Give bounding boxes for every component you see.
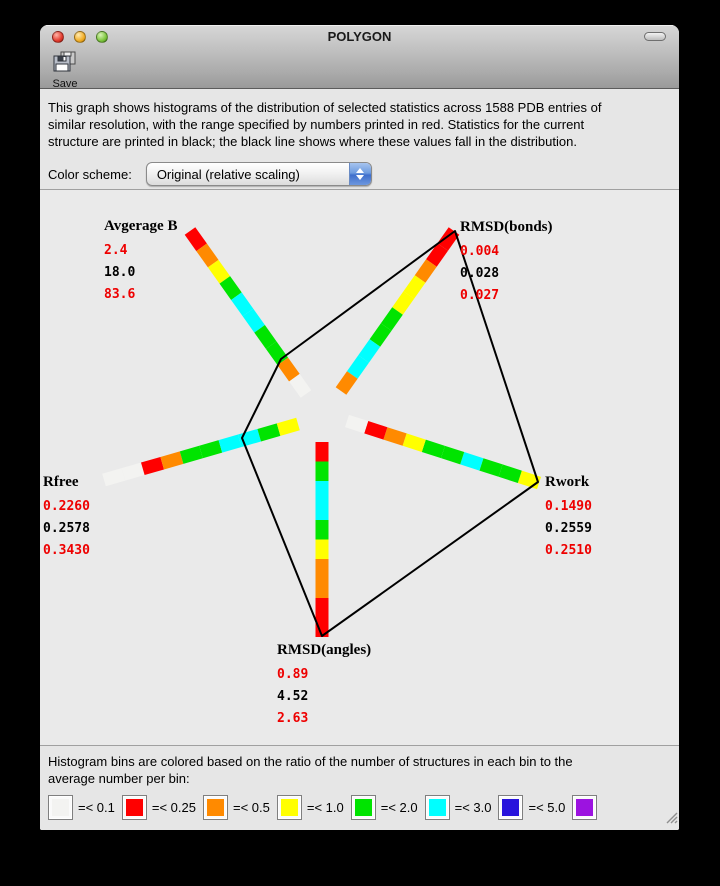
polygon-window	[40, 25, 679, 830]
histogram-segment	[294, 378, 306, 394]
legend-panel	[40, 745, 679, 830]
legend-text: Histogram bins are colored based on the ratio of the number of structures in each bin to the	[48, 754, 573, 769]
stat-name: Rwork	[545, 474, 590, 490]
histogram-segment	[201, 446, 220, 452]
stat-average-b	[104, 218, 177, 306]
window-chrome	[40, 25, 679, 89]
bin-swatch	[277, 795, 302, 820]
color-scheme-label: Color scheme:	[48, 166, 132, 182]
stat-min: 0.89	[277, 667, 309, 682]
bin-label: =< 0.25	[151, 800, 196, 815]
histogram-segment	[182, 452, 201, 458]
histogram-segment	[431, 247, 442, 263]
legend-bins-row	[48, 795, 671, 820]
stat-max: 0.2510	[545, 543, 592, 558]
histogram-segment	[202, 247, 214, 263]
bin-swatch	[498, 795, 523, 820]
color-scheme-selected-value: Original (relative scaling)	[156, 166, 300, 182]
histogram-segment	[190, 231, 202, 247]
bin-swatch	[48, 795, 73, 820]
stat-value: 4.52	[277, 689, 309, 704]
histogram-segment	[462, 458, 481, 464]
histogram-segment	[220, 441, 239, 447]
histogram-segment	[385, 433, 404, 439]
stat-max: 0.3430	[43, 543, 90, 558]
histogram-segment	[405, 440, 424, 446]
histogram-segment	[162, 458, 181, 464]
histogram-segment	[481, 464, 500, 470]
histogram-segment	[279, 424, 298, 430]
histogram-segment	[424, 446, 443, 452]
bin-swatch	[122, 795, 147, 820]
stat-min: 0.1490	[545, 499, 592, 514]
save-button[interactable]	[48, 51, 82, 90]
stat-min: 0.004	[460, 244, 500, 259]
histogram-segment	[236, 296, 248, 312]
histogram-segment	[123, 469, 142, 475]
stat-value: 0.2559	[545, 521, 592, 536]
histogram-segment	[443, 452, 462, 458]
stat-rfree	[43, 474, 90, 562]
histogram-segment	[366, 427, 385, 433]
bin-swatch	[351, 795, 376, 820]
floppy-disk-icon	[53, 59, 77, 76]
stat-max: 83.6	[104, 287, 136, 302]
close-button[interactable]	[52, 31, 64, 43]
histogram-segment	[248, 313, 260, 329]
color-scheme-select[interactable]	[146, 162, 372, 186]
stat-name: RMSD(bonds)	[460, 219, 553, 235]
bin-swatch	[203, 795, 228, 820]
histogram-segment	[143, 463, 162, 469]
resize-grip[interactable]	[664, 810, 678, 829]
stat-name: Rfree	[43, 474, 79, 490]
description-panel	[40, 90, 679, 190]
polygon-plot-panel	[40, 190, 679, 745]
minimize-button[interactable]	[74, 31, 86, 43]
description-text: This graph shows histograms of the distribution of selected statistics across 1588 PDB entries of	[48, 100, 602, 115]
title-bar[interactable]	[40, 25, 679, 48]
stat-min: 2.4	[104, 243, 128, 258]
zoom-button[interactable]	[96, 31, 108, 43]
stat-value: 18.0	[104, 265, 136, 280]
stat-value: 0.028	[460, 266, 500, 281]
bin-label: =< 2.0	[380, 800, 418, 815]
description-text: structure are printed in black; the black line shows where these values fall in the distribution.	[48, 134, 577, 149]
histogram-segment	[420, 263, 431, 279]
color-scheme-row	[48, 162, 671, 186]
histogram-segment	[260, 329, 272, 345]
save-button-label: Save	[52, 78, 78, 90]
histogram-segment	[213, 264, 225, 280]
histogram-segment	[398, 295, 409, 311]
legend-text: average number per bin:	[48, 771, 190, 786]
toolbar-toggle-button[interactable]	[644, 32, 666, 41]
bin-label: =< 0.5	[232, 800, 270, 815]
popup-stepper-icon	[349, 163, 371, 185]
histogram-segment	[501, 471, 520, 477]
bin-label: =< 3.0	[454, 800, 492, 815]
bin-label: =< 0.1	[78, 800, 115, 815]
description-text: similar resolution, with the range specified by numbers printed in red. Statistics for the current	[48, 117, 585, 132]
stat-rmsd-angles	[277, 642, 371, 730]
window-title: POLYGON	[327, 29, 392, 44]
stat-value: 0.2578	[43, 521, 90, 536]
stat-rmsd-bonds	[460, 219, 553, 307]
histogram-segment	[104, 474, 123, 480]
histogram-segment	[352, 359, 363, 375]
stat-rwork	[545, 474, 592, 562]
histogram-segment	[364, 343, 375, 359]
bin-label: =< 1.0	[306, 800, 344, 815]
stat-name: RMSD(angles)	[277, 642, 372, 658]
bin-swatch	[572, 795, 597, 820]
histogram-segment	[347, 421, 366, 427]
histogram-segment	[225, 280, 237, 296]
stat-min: 0.2260	[43, 499, 90, 514]
bin-swatch	[425, 795, 450, 820]
histogram-segment	[259, 430, 278, 436]
histogram-segment	[341, 375, 352, 391]
stat-max: 2.63	[277, 711, 309, 726]
histogram-segment	[375, 327, 386, 343]
histogram-segment	[409, 279, 420, 295]
stat-max: 0.027	[460, 288, 500, 303]
bin-label: =< 5.0	[528, 800, 566, 815]
histogram-segment	[386, 311, 397, 327]
histogram-segment	[283, 361, 295, 377]
stat-name: Avgerage B	[104, 218, 178, 234]
